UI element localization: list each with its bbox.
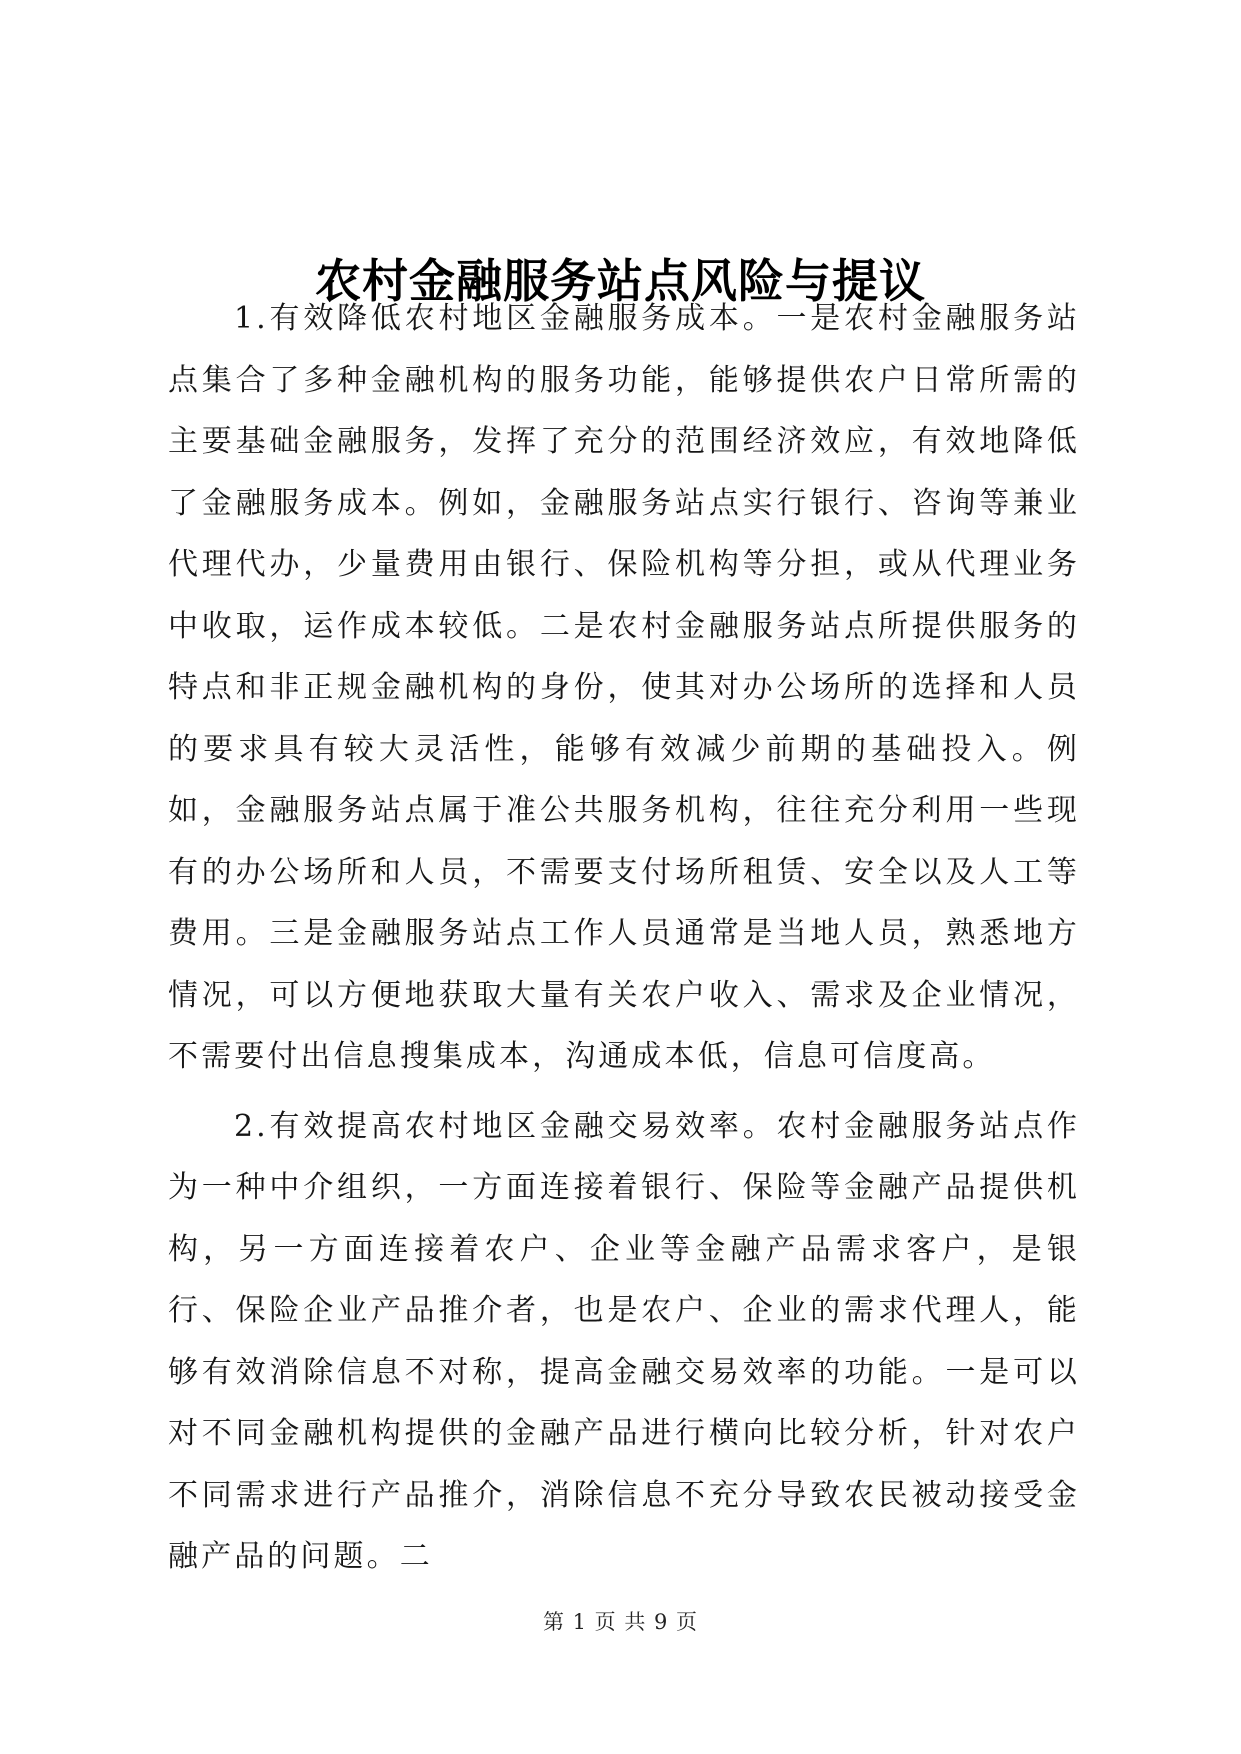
document-body [168,288,1080,1588]
document-title: 农村金融服务站点风险与提议 [315,253,926,308]
page-number-footer: 第 1 页 共 9 页 [542,1610,699,1634]
paragraph-1: 1.有效降低农村地区金融服务成本。一是农村金融服务站点集合了多种金融机构的服务功能，能够提供农户日常所需的主要基础金融服务，发挥了充分的范围经济效应，有效地降低了金融服务成本。例如，金融服务站点实行银行、咨询等兼业代理代办，少量费用由银行、保险机构等分担，或从代理业务中收取，运作成本较低。二是农村金融服务站点所提供服务的特点和非正规金融机构的身份，使其对办公场所的选择和人员的要求具有较大灵活性，能够有效减少前期的基础投入。例如，金融服务站点属于准公共服务机构，往往充分利用一些现有的办公场所和人员，不需要支付场所租赁、安全以及人工等费用。三是金融服务站点工作人员通常是当地人员，熟悉地方情况，可以方便地获取大量有关农户收入、需求及企业情况，不需要付出信息搜集成本，沟通成本低，信息可信度高。 [168,301,1080,1074]
paragraph-2: 2.有效提高农村地区金融交易效率。农村金融服务站点作为一种中介组织，一方面连接着银行、保险等金融产品提供机构，另一方面连接着农户、企业等金融产品需求客户，是银行、保险企业产品推介者，也是农户、企业的需求代理人，能够有效消除信息不对称，提高金融交易效率的功能。一是可以对不同金融机构提供的金融产品进行横向比较分析，针对农户不同需求进行产品推介，消除信息不充分导致农民被动接受金融产品的问题。二 [168,1108,1080,1574]
